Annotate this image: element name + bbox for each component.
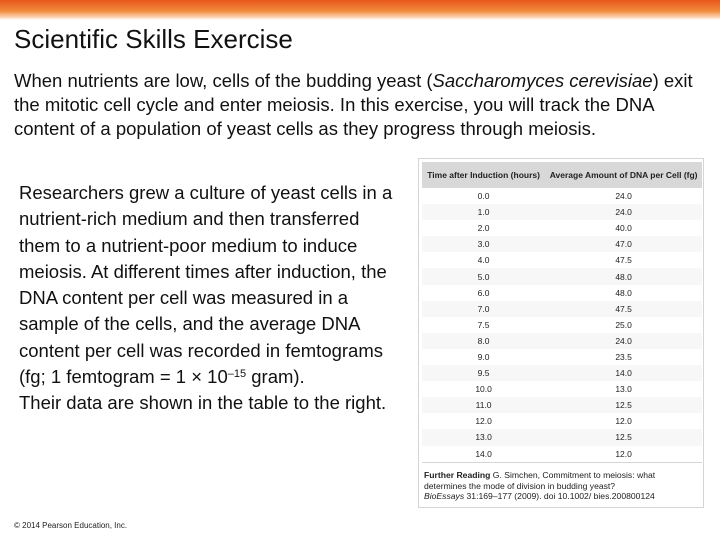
table-row xyxy=(422,349,702,365)
dna-amount-cell: 40.0 xyxy=(615,223,632,234)
dna-amount-cell: 12.5 xyxy=(545,397,702,413)
page-title: Scientific Skills Exercise xyxy=(14,24,293,54)
table-row xyxy=(422,381,702,397)
time-column-header: Time after Induction (hours) xyxy=(422,162,545,188)
method-text-end: gram). xyxy=(246,366,305,388)
dna-column-header: Average Amount of DNA per Cell (fg) xyxy=(545,162,702,188)
dna-amount-cell: 12.5 xyxy=(545,429,702,445)
time-cell: 5.0 xyxy=(422,268,545,284)
time-cell: 1.0 xyxy=(422,204,545,220)
time-cell: 7.5 xyxy=(477,319,490,330)
table-row xyxy=(422,446,702,463)
intro-text-end: ) exit the mitotic cell cycle and enter meiosis. In this exercise, you will track the DNA content of a population of yeast cells as they progress through meiosis. xyxy=(14,70,693,139)
further-reading xyxy=(424,470,700,502)
table-row xyxy=(422,220,702,236)
time-cell: 12.0 xyxy=(475,416,492,427)
time-cell: 9.5 xyxy=(422,365,545,381)
time-cell: 7.0 xyxy=(422,301,545,317)
time-cell: 0.0 xyxy=(477,191,490,202)
further-reading-label: Further Reading xyxy=(424,470,491,480)
table-row xyxy=(422,236,702,252)
dna-amount-cell: 14.0 xyxy=(545,365,702,381)
table-row xyxy=(422,268,702,284)
table-row xyxy=(422,252,702,268)
top-accent-bar xyxy=(0,0,720,20)
time-cell: 10.0 xyxy=(475,384,492,395)
dna-amount-cell: 47.5 xyxy=(545,301,702,317)
dna-amount-cell: 24.0 xyxy=(545,333,702,349)
time-cell: 8.0 xyxy=(422,333,545,349)
method-paragraph xyxy=(19,180,399,390)
dna-amount-cell: 12.0 xyxy=(545,446,702,463)
further-reading-text: G. Simchen, Commitment to meiosis: what determines the mode of division in budding yeast? xyxy=(424,470,656,491)
time-cell: 2.0 xyxy=(477,223,490,234)
journal-name: BioEssays xyxy=(424,491,465,501)
time-cell: 11.0 xyxy=(422,397,545,413)
table-header-row xyxy=(422,162,702,188)
dna-amount-cell: 47.0 xyxy=(545,236,702,252)
dna-amount-cell: 25.0 xyxy=(615,319,632,330)
table-row xyxy=(422,204,702,220)
intro-paragraph xyxy=(14,69,704,141)
method-text: Researchers grew a culture of yeast cells in a nutrient-rich medium and then transferred them to a nutrient-poor medium to induce meiosis. At different times after induction, the DNA content per cell was measured in a sample of the cells, and the average DNA content per cell was recorded in femtograms (fg; 1 femtogram = 1 × 10 xyxy=(19,182,393,388)
dna-amount-cell: 47.5 xyxy=(615,255,632,266)
time-cell: 3.0 xyxy=(422,236,545,252)
dna-amount-cell: 48.0 xyxy=(615,287,632,298)
journal-citation: 31:169–177 (2009). doi 10.1002/ bies.200800124 xyxy=(464,491,655,501)
table-row xyxy=(422,333,702,349)
table-row xyxy=(422,365,702,381)
time-cell: 13.0 xyxy=(422,429,545,445)
dna-amount-cell: 13.0 xyxy=(615,384,632,395)
table-row xyxy=(422,301,702,317)
table-row xyxy=(422,397,702,413)
table-row xyxy=(422,413,702,429)
table-row xyxy=(422,317,702,333)
intro-text-start: When nutrients are low, cells of the budding yeast ( xyxy=(14,70,433,91)
table-row xyxy=(422,285,702,301)
table-body xyxy=(422,188,702,462)
table-row xyxy=(422,429,702,445)
species-name: Saccharomyces cerevisiae xyxy=(432,70,653,91)
time-cell: 9.0 xyxy=(477,351,490,362)
method-description xyxy=(19,180,399,417)
dna-amount-cell: 12.0 xyxy=(615,416,632,427)
time-cell: 14.0 xyxy=(422,446,545,463)
table-row xyxy=(422,188,702,204)
time-cell: 6.0 xyxy=(477,287,490,298)
data-table-panel xyxy=(418,158,704,508)
copyright-notice: © 2014 Pearson Education, Inc. xyxy=(14,521,128,530)
exponent: –15 xyxy=(227,368,247,381)
time-cell: 4.0 xyxy=(477,255,490,266)
dna-content-table xyxy=(422,162,702,463)
data-pointer-paragraph: Their data are shown in the table to the right. xyxy=(19,392,387,414)
dna-amount-cell: 23.5 xyxy=(615,351,632,362)
dna-amount-cell: 24.0 xyxy=(545,204,702,220)
dna-amount-cell: 24.0 xyxy=(615,191,632,202)
dna-amount-cell: 48.0 xyxy=(545,268,702,284)
